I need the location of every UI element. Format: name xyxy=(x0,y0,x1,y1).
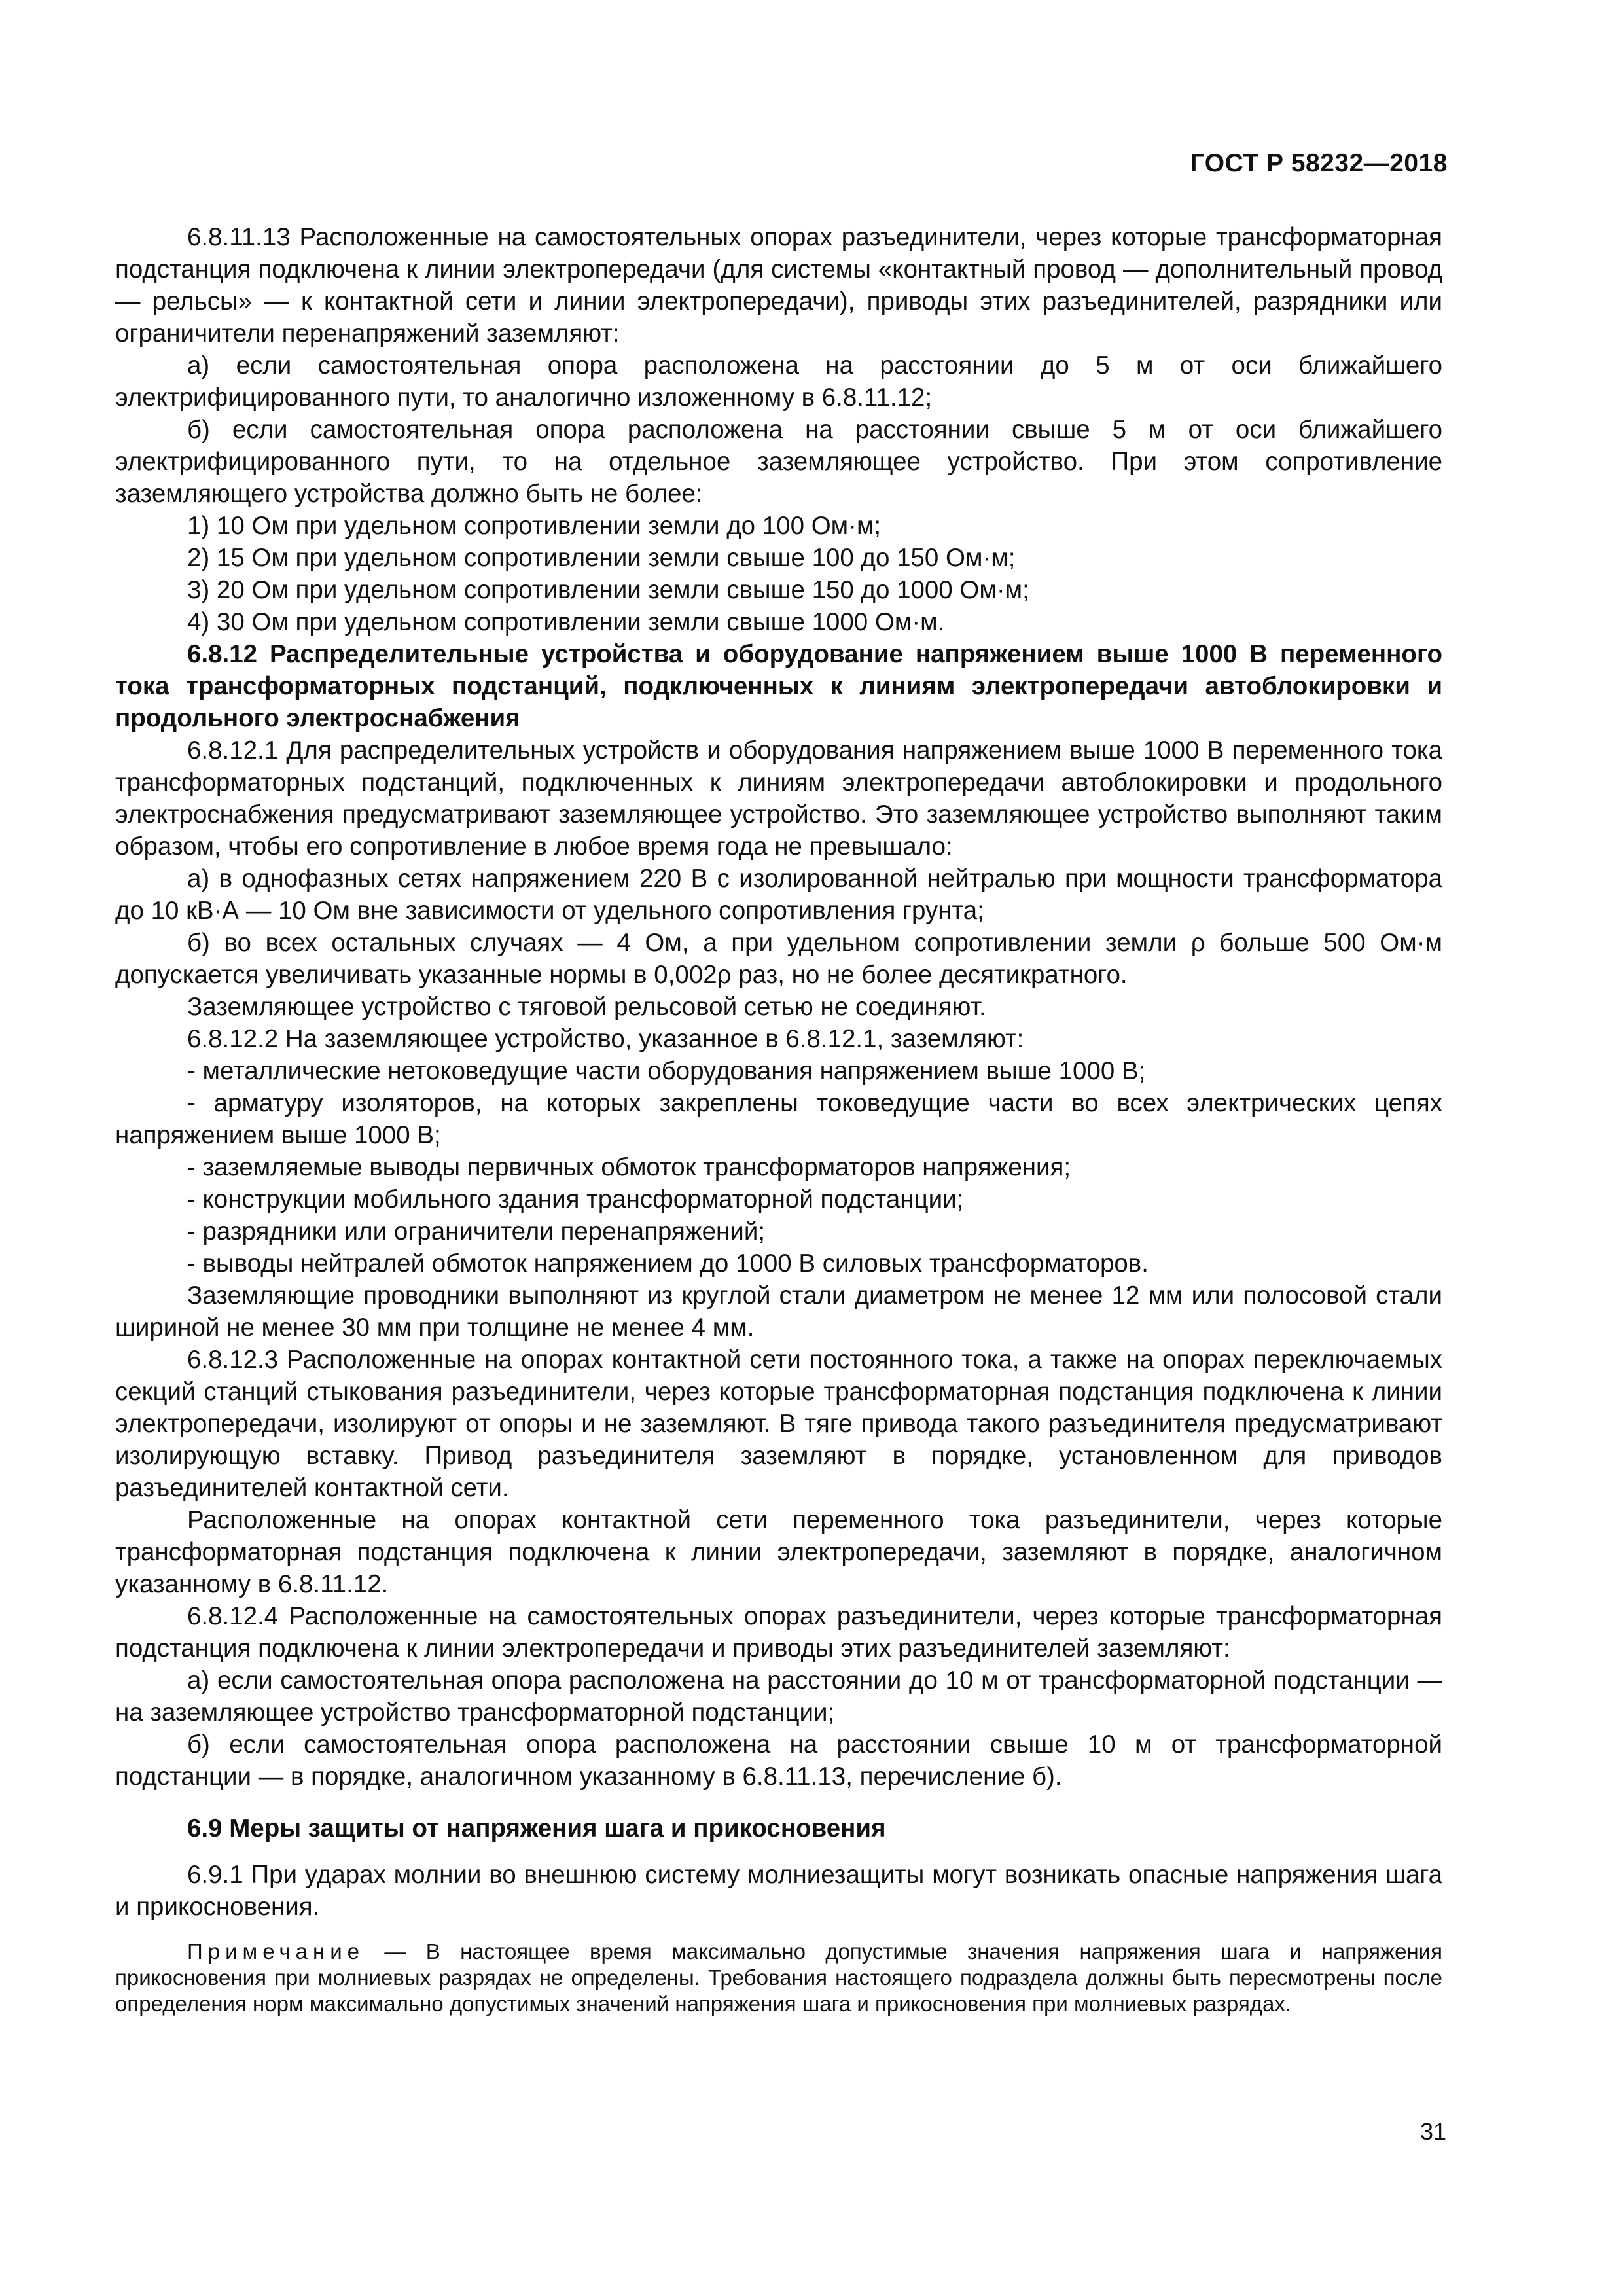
dash-item: - заземляемые выводы первичных обмоток трансформаторов напряжения; xyxy=(187,1153,1071,1181)
list-item-b: б) во всех остальных случаях — 4 Ом, а при удельном сопротивлении земли ρ больше 500 Ом·м допускается увеличивать указанные нормы в 0,002ρ раз, но не более десятикратного. xyxy=(115,929,1442,989)
note xyxy=(115,1939,1442,2017)
paragraph-conductors: Заземляющие проводники выполняют из круглой стали диаметром не менее 12 мм или полосовой стали шириной не менее 30 мм при толщине не менее 4 мм. xyxy=(115,1282,1442,1342)
dash-item: - конструкции мобильного здания трансформаторной подстанции; xyxy=(187,1185,964,1213)
list-item-b: б) если самостоятельная опора расположена на расстоянии свыше 5 м от оси ближайшего электрифицированного пути, то на отдельное заземляющее устройство. При этом сопротивление заземляющего устройства должно быть не более: xyxy=(115,416,1442,508)
paragraph-6-8-11-13: 6.8.11.13 Расположенные на самостоятельных опорах разъединители, через которые трансформаторная подстанция подключена к линии электропередачи (для системы «контактный провод — дополнительный провод — рельсы» — к контактной сети и линии электропередачи), приводы этих разъединителей, разрядники или ограничители перенапряжений заземляют: xyxy=(115,223,1442,348)
dash-item: - металлические нетоковедущие части оборудования напряжением выше 1000 В; xyxy=(187,1057,1146,1085)
resistance-item-3: 3) 20 Ом при удельном сопротивлении земли свыше 150 до 1000 Ом·м; xyxy=(187,576,1029,604)
paragraph-6-8-12-1: 6.8.12.1 Для распределительных устройств и оборудования напряжением выше 1000 В переменного тока трансформаторных подстанций, подключенных к линиям электропередачи автоблокировки и продольного электроснабжения предусматривают заземляющее устройство. Это заземляющее устройство выполняют таким образом, чтобы его сопротивление в любое время года не превышало: xyxy=(115,736,1442,861)
dash-item: - разрядники или ограничители перенапряжений; xyxy=(187,1217,766,1246)
dash-item: - арматуру изоляторов, на которых закреплены токоведущие части во всех электрических цепях напряжением выше 1000 В; xyxy=(115,1089,1442,1149)
resistance-item-1: 1) 10 Ом при удельном сопротивлении земли до 100 Ом·м; xyxy=(187,512,882,540)
note-text: — В настоящее время максимально допустимые значения напряжения шага и напряжения прикосновения при молниевых разрядах не определены. Требования настоящего подраздела должны быть пересмотрены после определения норм максимально допустимых значений напряжения шага и прикосновения при молниевых разрядах. xyxy=(115,1939,1442,2016)
paragraph-ac-disconnectors: Расположенные на опорах контактной сети переменного тока разъединители, через которые трансформаторная подстанция подключена к линии электропередачи, заземляют в порядке, аналогичном указанному в 6.8.11.12. xyxy=(115,1506,1442,1598)
paragraph-grounding-note: Заземляющее устройство с тяговой рельсовой сетью не соединяют. xyxy=(187,993,986,1021)
paragraph-6-8-12-2: 6.8.12.2 На заземляющее устройство, указанное в 6.8.12.1, заземляют: xyxy=(187,1025,1024,1053)
resistance-item-4: 4) 30 Ом при удельном сопротивлении земли свыше 1000 Ом·м. xyxy=(187,608,945,636)
list-item-a: а) если самостоятельная опора расположена на расстоянии до 5 м от оси ближайшего электрифицированного пути, то аналогично изложенному в 6.8.11.12; xyxy=(115,351,1442,412)
list-item-a: а) в однофазных сетях напряжением 220 В с изолированной нейтралью при мощности трансформатора до 10 кВ·А — 10 Ом вне зависимости от удельного сопротивления грунта; xyxy=(115,865,1442,925)
list-item-b: б) если самостоятельная опора расположена на расстоянии свыше 10 м от трансформаторной подстанции — в порядке, аналогичном указанному в 6.8.11.13, перечисление б). xyxy=(115,1731,1442,1791)
paragraph-6-8-12-4: 6.8.12.4 Расположенные на самостоятельных опорах разъединители, через которые трансформаторная подстанция подключена к линии электропередачи и приводы этих разъединителей заземляют: xyxy=(115,1602,1442,1662)
page-number: 31 xyxy=(1419,2118,1446,2145)
resistance-item-2: 2) 15 Ом при удельном сопротивлении земли свыше 100 до 150 Ом·м; xyxy=(187,544,1016,572)
list-item-a: а) если самостоятельная опора расположена на расстоянии до 10 м от трансформаторной подстанции — на заземляющее устройство трансформаторной подстанции; xyxy=(115,1666,1442,1727)
paragraph-6-9-1: 6.9.1 При ударах молнии во внешнюю систему молниезащиты могут возникать опасные напряжения шага и прикосновения. xyxy=(115,1861,1442,1921)
paragraph-6-8-12-3: 6.8.12.3 Расположенные на опорах контактной сети постоянного тока, а также на опорах переключаемых секций станций стыкования разъединители, через которые трансформаторная подстанция подключена к линии электропередачи, изолируют от опоры и не заземляют. В тяге привода такого разъединителя предусматривают изолирующую вставку. Привод разъединителя заземляют в порядке, установленном для приводов разъединителей контактной сети. xyxy=(115,1346,1442,1502)
dash-item: - выводы нейтралей обмоток напряжением до 1000 В силовых трансформаторов. xyxy=(187,1249,1149,1278)
document-body xyxy=(115,221,1442,2017)
section-heading-6-9: 6.9 Меры защиты от напряжения шага и прикосновения xyxy=(187,1814,886,1842)
note-label: Примечание xyxy=(187,1939,365,1964)
standard-code: ГОСТ Р 58232—2018 xyxy=(1190,149,1448,177)
section-heading-6-8-12: 6.8.12 Распределительные устройства и оборудование напряжением выше 1000 В переменного тока трансформаторных подстанций, подключенных к линиям электропередачи автоблокировки и продольного электроснабжения xyxy=(115,640,1442,732)
